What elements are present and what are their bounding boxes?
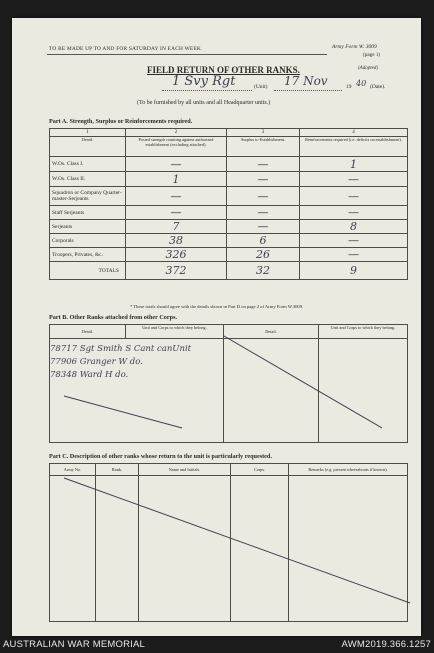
header-rule (47, 54, 327, 55)
total-posted: 372 (126, 262, 227, 280)
date-label: (Date). (370, 84, 386, 90)
posted-value: — (126, 206, 227, 220)
row-label: W.Os. Class I. (50, 157, 126, 172)
part-b-empty-cell (319, 339, 408, 443)
row-label: Squadron or Company Quarter-master-Serjeants (50, 187, 126, 206)
surplus-value: 6 (227, 234, 300, 248)
form-page (12, 18, 421, 636)
part-b-table (49, 324, 408, 443)
part-b-entries-cell (50, 339, 224, 443)
list-item: 78717 Sgt Smith S Cant canUnit (50, 344, 192, 354)
part-c-body (50, 476, 408, 622)
col-header-posted: Posted strength counting against authorized establishment (excluding attached). (126, 137, 227, 157)
reinforcement-value: — (300, 187, 408, 206)
row-label: W.Os. Class II. (50, 172, 126, 187)
part-b-empty-cell (224, 339, 319, 443)
list-item: 78348 Ward H do. (50, 370, 129, 380)
posted-value: — (126, 187, 227, 206)
unit-handwritten: 1 Svy Rgt (172, 74, 236, 89)
table-row (50, 234, 408, 248)
table-row (50, 187, 408, 206)
adopted-note: (Adopted) (358, 66, 378, 71)
reinforcement-value: — (300, 172, 408, 187)
top-notice: TO BE MADE UP TO AND FOR SATURDAY IN EACH WEEK. (49, 46, 203, 52)
archive-reference: AWM2019.366.1257 (341, 639, 431, 650)
col-header-name: Name and Initials. (139, 464, 231, 476)
reinforcement-value: 1 (300, 157, 408, 172)
table-row (50, 157, 408, 172)
col-header-corps: Corps. (231, 464, 289, 476)
reinforcement-value: 8 (300, 220, 408, 234)
part-b-heading: Part B. Other Ranks attached from other Corps. (49, 314, 178, 321)
col-header-unit-corps: Unit and Corps to which they belong. (319, 325, 408, 339)
unit-label: (Unit) (254, 84, 268, 90)
col-header-rank: Rank. (96, 464, 139, 476)
posted-value: 38 (126, 234, 227, 248)
surplus-value: — (227, 220, 300, 234)
totals-label: TOTALS (50, 262, 126, 280)
col-header-detail: Detail. (224, 325, 319, 339)
part-c-heading: Part C. Description of other ranks whose return to the unit is particularly requested. (49, 453, 272, 460)
row-label: Staff Serjeants (50, 206, 126, 220)
army-form-number: Army Form W. 3009 (332, 44, 377, 50)
surplus-value: — (227, 172, 300, 187)
archive-caption: AUSTRALIAN WAR MEMORIAL (3, 639, 146, 650)
col-number: 4 (300, 129, 408, 137)
part-c-table (49, 463, 408, 622)
posted-value: 326 (126, 248, 227, 262)
unit-line (162, 90, 252, 91)
posted-value: 1 (126, 172, 227, 187)
reinforcement-value: — (300, 234, 408, 248)
surplus-value: — (227, 187, 300, 206)
table-row (50, 248, 408, 262)
col-header-surplus: Surplus to Establishment. (227, 137, 300, 157)
total-reinforcements: 9 (300, 262, 408, 280)
table-row (50, 172, 408, 187)
part-a-heading: Part A. Strength, Surplus or Reinforcements required. (49, 118, 193, 125)
furnished-note: (To be furnished by all units and all Headquarter units.) (137, 100, 271, 106)
total-surplus: 32 (227, 262, 300, 280)
row-label: Corporals (50, 234, 126, 248)
year-prefix: 19 (346, 84, 352, 90)
page-number: (page 1) (363, 52, 381, 58)
col-header-detail: Detail. (50, 137, 126, 157)
year-handwritten: 40 (356, 79, 367, 88)
col-number: 3 (227, 129, 300, 137)
row-label: Troopers, Privates, &c. (50, 248, 126, 262)
date-handwritten: 17 Nov (284, 74, 328, 88)
surplus-value: — (227, 206, 300, 220)
col-header-army-no: Army No. (50, 464, 96, 476)
col-header-unit-corps: Unit and Corps to which they belong. (126, 325, 224, 339)
part-a-table (49, 128, 408, 280)
col-header-remarks: Remarks (e.g. present whereabouts if known). (289, 464, 408, 476)
col-header-detail: Detail. (50, 325, 126, 339)
posted-value: — (126, 157, 227, 172)
col-number: 1 (50, 129, 126, 137)
table-row (50, 220, 408, 234)
col-header-reinforcements: Reinforcements required (i.e. deficits on establishment). (300, 137, 408, 157)
list-item: 77906 Granger W do. (50, 357, 143, 367)
date-line (274, 90, 342, 91)
surplus-value: 26 (227, 248, 300, 262)
form-title: FIELD RETURN OF OTHER RANKS. (147, 65, 300, 75)
posted-value: 7 (126, 220, 227, 234)
row-label: Serjeants (50, 220, 126, 234)
table-row (50, 206, 408, 220)
part-a-footnote: * These totals should agree with the details shown in Part D on page 2 of Army Form W.3009. (130, 304, 304, 309)
reinforcement-value: — (300, 248, 408, 262)
totals-row (50, 262, 408, 280)
reinforcement-value: — (300, 206, 408, 220)
surplus-value: — (227, 157, 300, 172)
col-number: 2 (126, 129, 227, 137)
